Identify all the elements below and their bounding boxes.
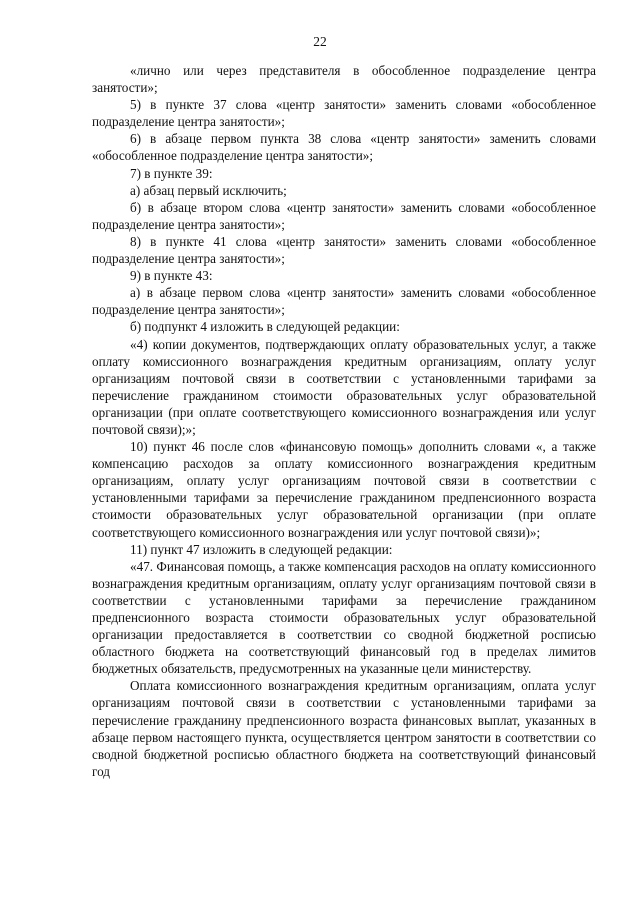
document-body: [92, 62, 596, 780]
paragraph: 7) в пункте 39:: [130, 165, 213, 181]
paragraph: 5) в пункте 37 слова «центр занятости» заменить словами «обособленное подразделение центра занятости»;: [92, 97, 596, 130]
paragraph: б) в абзаце втором слова «центр занятости» заменить словами «обособленное подразделение центра занятости»;: [92, 199, 596, 232]
paragraph: б) подпункт 4 изложить в следующей редакции:: [130, 319, 400, 335]
paragraph: 9) в пункте 43:: [130, 268, 213, 284]
paragraph: «лично или через представителя в обособленное подразделение центра занятости»;: [92, 63, 596, 96]
paragraph: 6) в абзаце первом пункта 38 слова «центр занятости» заменить словами «обособленное подразделение центра занятости»;: [92, 131, 596, 164]
paragraph: 10) пункт 46 после слов «финансовую помощь» дополнить словами «, а также компенсацию расходов за оплату комиссионного вознаграждения кредитным организациям, оплату услуг организациям почтовой связи в соответствии с установленными тарифами за перечисление гражданином предпенсионного возраста стоимости образовательных услуг образовательной организации (при оплате соответствующего комиссионного вознаграждения или услуг почтовой связи)»;: [92, 439, 596, 540]
paragraph: «4) копии документов, подтверждающих оплату образовательных услуг, а также оплату комиссионного вознаграждения кредитным организациям, оплату услуг организациям почтовой связи в соответствии с установленными тарифами за перечисление гражданином стоимости образовательных услуг образовательной организации (при оплате соответствующего комиссионного вознаграждения или услуг почтовой связи);»;: [92, 336, 596, 437]
paragraph: «47. Финансовая помощь, а также компенсация расходов на оплату комиссионного вознаграждения кредитным организациям, оплату услуг организациям почтовой связи в соответствии с установленными тарифами за перечисление гражданином предпенсионного возраста стоимости образовательных услуг образовательной организации предоставляется в соответствии со сводной бюджетной росписью областного бюджета на соответствующий финансовый год в пределах лимитов бюджетных обязательств, предусмотренных на указанные цели министерству.: [92, 558, 596, 677]
page-number: 22: [313, 34, 327, 49]
paragraph: Оплата комиссионного вознаграждения кредитным организациям, оплата услуг организациям почтовой связи в соответствии с установленными тарифами за перечисление гражданину предпенсионного возраста финансовых выплат, указанных в абзаце первом настоящего пункта, осуществляется центром занятости в соответствии со сводной бюджетной росписью областного бюджета на соответствующий финансовый год: [92, 678, 596, 779]
paragraph: а) абзац первый исключить;: [130, 182, 287, 198]
paragraph: 11) пункт 47 изложить в следующей редакции:: [130, 541, 393, 557]
paragraph: 8) в пункте 41 слова «центр занятости» заменить словами «обособленное подразделение центра занятости»;: [92, 233, 596, 267]
paragraph: а) в абзаце первом слова «центр занятости» заменить словами «обособленное подразделение центра занятости»;: [92, 285, 596, 318]
